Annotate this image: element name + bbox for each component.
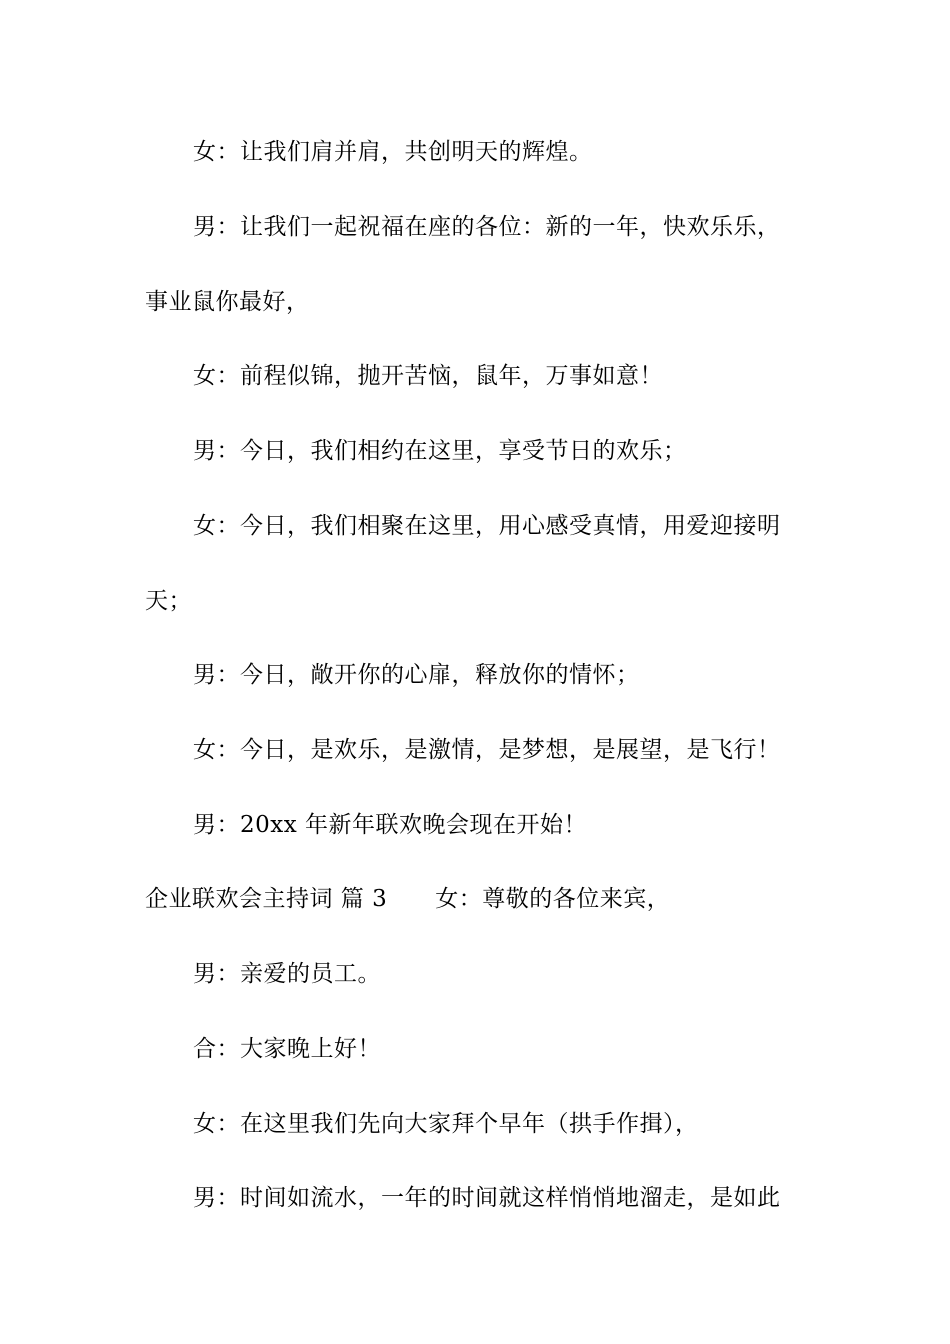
section-first-line: 女：尊敬的各位来宾， [435, 886, 671, 912]
paragraph-line: 事业鼠你最好， [145, 289, 310, 315]
paragraph-line: 天； [145, 588, 192, 614]
paragraph-line: 合：大家晚上好！ [193, 1036, 381, 1062]
paragraph-line: 男：亲爱的员工。 [193, 961, 381, 987]
paragraph-line: 女：在这里我们先向大家拜个早年（拱手作揖）， [193, 1111, 699, 1137]
paragraph-line: 男：让我们一起祝福在座的各位：新的一年，快欢乐乐， [193, 214, 781, 240]
paragraph-line: 男：时间如流水，一年的时间就这样悄悄地溜走，是如此 [193, 1185, 781, 1211]
paragraph-line: 女：今日，我们相聚在这里，用心感受真情，用爱迎接明 [193, 513, 781, 539]
paragraph-line: 女：今日，是欢乐，是激情，是梦想，是展望，是飞行！ [193, 737, 781, 763]
paragraph-line: 女：让我们肩并肩，共创明天的辉煌。 [193, 139, 593, 165]
paragraph-line: 女：前程似锦，抛开苦恼，鼠年，万事如意！ [193, 363, 663, 389]
paragraph-line: 男：今日，我们相约在这里，享受节日的欢乐； [193, 438, 687, 464]
section-heading: 企业联欢会主持词 篇 3 [145, 886, 388, 912]
section-heading-line [145, 884, 670, 914]
paragraph-line: 男：今日，敞开你的心扉，释放你的情怀； [193, 662, 640, 688]
paragraph-line: 男：20xx 年新年联欢晚会现在开始！ [193, 812, 588, 838]
